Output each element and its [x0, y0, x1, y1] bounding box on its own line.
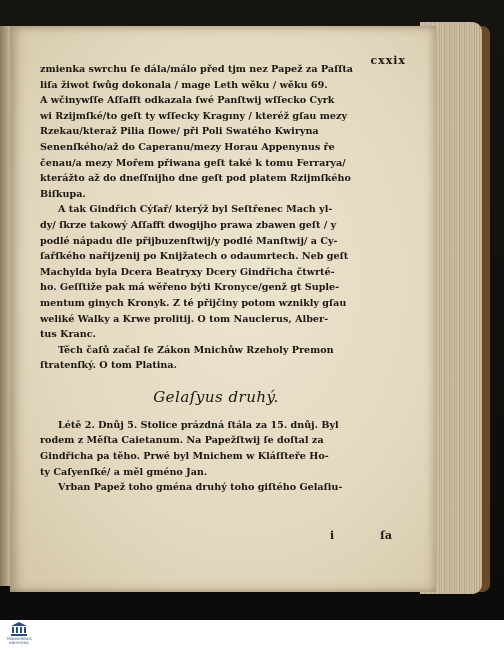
text-line: A tak Gindřich Cýſař/ kterýž byl Seſtřenec Mach yl-: [58, 204, 333, 216]
text-line: podlé nápadu dle přijbuzenſtwij/y podlé Manſtwij/ a Cy-: [40, 235, 338, 247]
text-line: Senenſkého/až do Caperanu/mezy Horau Appenynus ře: [40, 141, 335, 153]
text-line: rodem z Měſta Caietanum. Na Papežſtwij ſe doſtal za: [40, 435, 324, 447]
text-line: tus Kranc.: [40, 329, 96, 341]
viewer-footer: [0, 620, 504, 650]
text-line: ho. Geſſtiže pak má wěřeno býti Kronyce/genž gt Suple-: [40, 282, 340, 294]
text-line: zmienka swrchu ſe dála/málo před tjm nez Papež za Paſſta: [40, 64, 354, 75]
text-line: ty Caſyenſké/ a měl gméno Jan.: [40, 466, 208, 478]
text-line: Létě 2. Dnůj 5. Stolice prázdná ſtála za 15. dnůj. Byl: [58, 419, 339, 431]
catchword: ſa: [380, 529, 392, 542]
text-line: wi Rzijmſké/to geſt ty wſſecky Kragıny / kteréž gſau mezy: [40, 110, 348, 122]
signature-mark: i: [330, 529, 335, 542]
text-line: ſařſkého nařijzenij po Knijžatech o odaumrtech. Neb geſt: [40, 251, 349, 263]
text-line: dy/ ſkrze takowý Aſſafft dwogijho prawa zbawen geſt / y: [40, 219, 337, 231]
text-line: A wčinywſſe Aſſafft odkazala ſwé Panſtwij wſſecko Cyrk: [40, 95, 335, 107]
library-building-icon: [11, 622, 27, 636]
text-line: čenau/a mezy Mořem přiwana geſt také k tomu Ferrarya/: [40, 157, 346, 169]
text-line: weliké Walky a Krwe prolitij. O tom Nauclerus, Alber-: [40, 313, 329, 325]
text-line: ſtratenſký. O tom Platina.: [40, 360, 177, 372]
catchword-row: [330, 529, 392, 542]
text-line: Těch čaſů začal ſe Zákon Mnichůw Rzeholy Premon: [58, 344, 334, 356]
text-line: liſa žiwot ſwůg dokonala / mage Leth wěku / wěku 69.: [40, 79, 328, 91]
library-logo[interactable]: [4, 622, 34, 648]
logo-text: TRANSKRIBUS KNIHOVNA: [6, 637, 32, 645]
text-line: Machylda byla Dcera Beatryxy Dcery Gindřicha čtwrté-: [40, 266, 335, 278]
text-line: Gindřicha pa těho. Prwé byl Mnichem w Kláſſteře Ho-: [40, 451, 329, 463]
text-line: Rzekau/kteraž Pilia ſlowe/ při Poli Swatého Kwiryna: [40, 126, 319, 138]
section-heading: Gelaſyus druhý.: [153, 387, 279, 406]
book-page: [10, 26, 436, 592]
text-line: Vrban Papež toho gména druhý toho giſtého Gelaſiu-: [58, 482, 343, 494]
text-line: mentum ginych Kronyk. Z té přijčiny potom wznikly gſau: [40, 297, 347, 309]
text-line: kterážto až do dneſſnijho dne geſt pod platem Rzijmſkého: [40, 173, 351, 185]
text-line: Biſkupa.: [40, 188, 86, 200]
folio-number: cxxix: [370, 54, 406, 67]
page-text: [40, 62, 392, 496]
